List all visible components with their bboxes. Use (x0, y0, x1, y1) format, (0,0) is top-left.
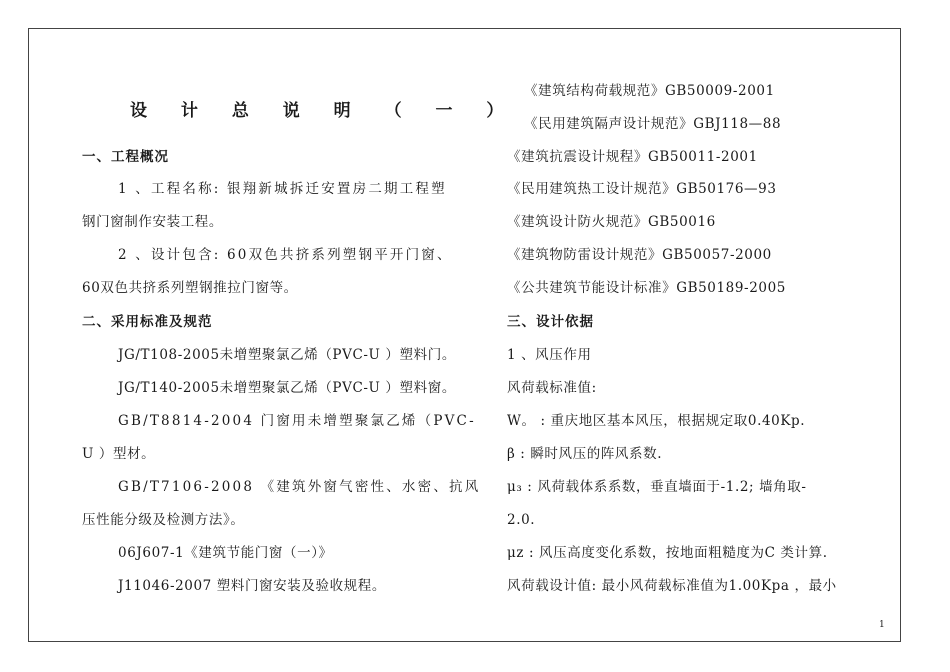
project-name-line-2: 钢门窗制作安装工程。 (82, 214, 223, 230)
standard-item: 06J607-1《建筑节能门窗（一）》 (118, 545, 333, 561)
shape-coefficient-definition-continued: 2.0. (507, 512, 536, 528)
page-title: 设 计 总 说 明 （ 一 ） (130, 101, 518, 121)
wind-pressure-item: 1 、风压作用 (507, 347, 592, 363)
standard-item: JG/T108-2005未增塑聚氯乙烯（PVC-U ）塑料门。 (118, 347, 456, 363)
section-heading-design-basis: 三、设计依据 (507, 314, 594, 330)
gust-factor-definition: β : 瞬时风压的阵风系数. (507, 446, 663, 462)
reference-standard: 《民用建筑热工设计规范》GB50176—93 (507, 181, 777, 197)
wind-design-value-line: 风荷载设计值: 最小风荷载标准值为1.00Kpa ，最小 (507, 578, 837, 594)
standard-item: J11046-2007 塑料门窗安装及验收规程。 (118, 578, 386, 594)
reference-standard: 《建筑物防雷设计规范》GB50057-2000 (507, 247, 772, 263)
project-name-line-1: 1 、工程名称: 银翔新城拆迁安置房二期工程塑 (118, 181, 447, 197)
standard-item: GB/T8814-2004 门窗用未增塑聚氯乙烯（PVC- (118, 413, 476, 429)
reference-standard: 《建筑抗震设计规程》GB50011-2001 (507, 149, 758, 165)
design-scope-line-1: 2 、设计包含: 60双色共挤系列塑钢平开门窗、 (118, 247, 453, 263)
page-number: 1 (879, 620, 885, 630)
basic-wind-pressure-definition: W。 : 重庆地区基本风压，根据规定取0.40Kp. (507, 413, 806, 429)
reference-standard: 《建筑设计防火规范》GB50016 (507, 214, 716, 230)
section-heading-project-overview: 一、工程概况 (82, 149, 169, 165)
height-coefficient-definition: μz : 风压高度变化系数，按地面粗糙度为C 类计算. (507, 545, 828, 561)
design-scope-line-2: 60双色共挤系列塑钢推拉门窗等。 (82, 280, 298, 296)
standard-item: JG/T140-2005未增塑聚氯乙烯（PVC-U ）塑料窗。 (118, 380, 456, 396)
standard-item-continued: U ）型材。 (82, 446, 156, 462)
shape-coefficient-definition: μ₃ : 风荷载体系系数，垂直墙面于-1.2; 墙角取- (507, 479, 807, 495)
standard-item-continued: 压性能分级及检测方法》。 (82, 512, 245, 528)
reference-standard: 《建筑结构荷载规范》GB50009-2001 (524, 83, 775, 99)
wind-standard-label: 风荷载标准值: (507, 380, 597, 396)
section-heading-standards: 二、采用标准及规范 (82, 314, 213, 330)
reference-standard: 《公共建筑节能设计标准》GB50189-2005 (507, 280, 786, 296)
standard-item: GB/T7106-2008 《建筑外窗气密性、水密、抗风 (118, 479, 481, 495)
reference-standard: 《民用建筑隔声设计规范》GBJ118—88 (524, 116, 782, 132)
